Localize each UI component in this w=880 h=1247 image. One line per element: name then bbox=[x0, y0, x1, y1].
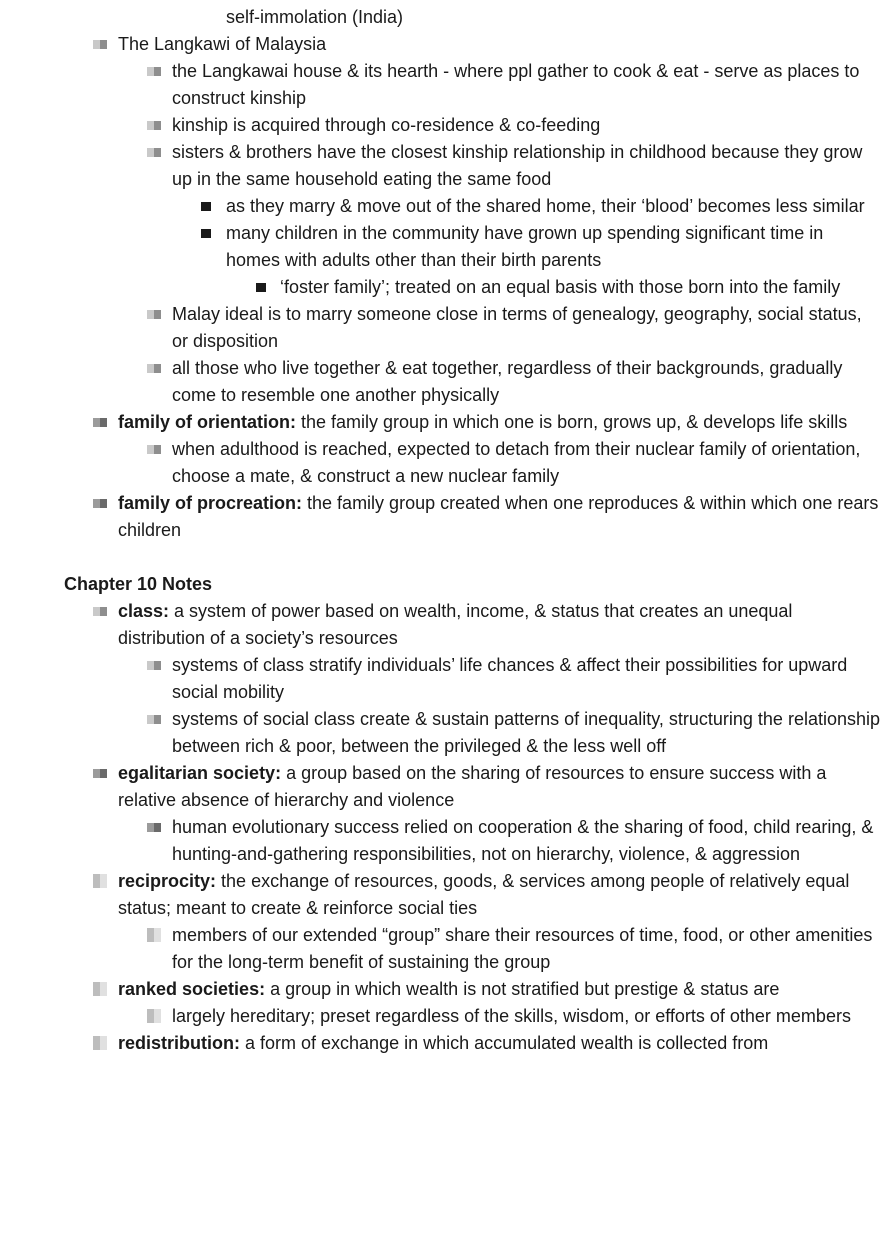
bullet-icon bbox=[93, 1036, 107, 1050]
outline-item bbox=[0, 58, 880, 112]
outline-item bbox=[0, 220, 880, 274]
outline-item bbox=[0, 814, 880, 868]
outline-item bbox=[0, 652, 880, 706]
bullet-icon bbox=[147, 1009, 161, 1023]
bullet-icon bbox=[147, 121, 161, 130]
outline-item bbox=[0, 922, 880, 976]
outline-text: systems of class stratify individuals’ life chances & affect their possibilities for upward social mobility bbox=[172, 655, 848, 702]
notes-document bbox=[0, 4, 880, 1057]
bullet-icon bbox=[256, 283, 266, 292]
outline-item bbox=[0, 31, 880, 58]
outline-item bbox=[0, 490, 880, 544]
section-heading: Chapter 10 Notes bbox=[64, 574, 213, 594]
bullet-icon bbox=[147, 715, 161, 724]
outline-text: all those who live together & eat together, regardless of their backgrounds, gradually come to resemble one another physically bbox=[172, 358, 843, 405]
outline-text: self-immolation (India) bbox=[226, 7, 404, 27]
outline-item bbox=[0, 301, 880, 355]
bullet-icon bbox=[201, 202, 211, 211]
outline-item bbox=[0, 868, 880, 922]
bullet-icon bbox=[147, 661, 161, 670]
bullet-icon bbox=[93, 769, 107, 778]
outline-text: when adulthood is reached, expected to detach from their nuclear family of orientation, choose a mate, & construct a new nuclear family bbox=[172, 439, 861, 486]
outline-text: family of orientation: the family group in which one is born, grows up, & develops life skills bbox=[118, 412, 848, 432]
term-label: egalitarian society: bbox=[118, 763, 282, 783]
outline-item bbox=[0, 598, 880, 652]
outline-item bbox=[0, 1003, 880, 1030]
bullet-icon bbox=[93, 982, 107, 996]
outline-text: family of procreation: the family group created when one reproduces & within which one rears children bbox=[118, 493, 879, 540]
outline-text: ranked societies: a group in which wealth is not stratified but prestige & status are bbox=[118, 979, 780, 999]
outline-item bbox=[0, 355, 880, 409]
outline-text: largely hereditary; preset regardless of the skills, wisdom, or efforts of other members bbox=[172, 1006, 851, 1026]
outline-text: redistribution: a form of exchange in which accumulated wealth is collected from bbox=[118, 1033, 769, 1053]
outline-text: kinship is acquired through co-residence & co-feeding bbox=[172, 115, 601, 135]
outline-item bbox=[0, 4, 880, 31]
outline-text: many children in the community have grown up spending significant time in homes with adults other than their birth parents bbox=[226, 223, 824, 270]
outline-item bbox=[0, 436, 880, 490]
term-label: ranked societies: bbox=[118, 979, 266, 999]
outline-item bbox=[0, 1030, 880, 1057]
outline-text: The Langkawi of Malaysia bbox=[118, 34, 327, 54]
term-label: reciprocity: bbox=[118, 871, 217, 891]
outline-text: as they marry & move out of the shared home, their ‘blood’ becomes less similar bbox=[226, 196, 865, 216]
outline-item bbox=[0, 409, 880, 436]
outline-text: reciprocity: the exchange of resources, goods, & services among people of relatively equal status; meant to create & reinforce social ties bbox=[118, 871, 850, 918]
outline-text: systems of social class create & sustain patterns of inequality, structuring the relationship between rich & poor, between the privileged & the less well off bbox=[172, 709, 880, 756]
outline-text: members of our extended “group” share their resources of time, food, or other amenities for the long-term benefit of sustaining the group bbox=[172, 925, 873, 972]
bullet-icon bbox=[147, 310, 161, 319]
outline-item bbox=[0, 112, 880, 139]
bullet-icon bbox=[93, 418, 107, 427]
bullet-icon bbox=[147, 823, 161, 832]
outline-text: ‘foster family’; treated on an equal basis with those born into the family bbox=[280, 277, 841, 297]
outline-item bbox=[0, 193, 880, 220]
bullet-icon bbox=[147, 928, 161, 942]
outline-item bbox=[0, 760, 880, 814]
outline-item bbox=[0, 274, 880, 301]
bullet-icon bbox=[201, 229, 211, 238]
outline-item bbox=[0, 139, 880, 193]
bullet-icon bbox=[147, 148, 161, 157]
term-label: family of orientation: bbox=[118, 412, 297, 432]
outline-text: class: a system of power based on wealth, income, & status that creates an unequal distribution of a society’s resources bbox=[118, 601, 793, 648]
bullet-icon bbox=[93, 607, 107, 616]
outline-item bbox=[0, 706, 880, 760]
outline-text: egalitarian society: a group based on the sharing of resources to ensure success with a relative absence of hierarchy and violence bbox=[118, 763, 827, 810]
term-label: redistribution: bbox=[118, 1033, 240, 1053]
term-label: family of procreation: bbox=[118, 493, 303, 513]
bullet-icon bbox=[93, 874, 107, 888]
bullet-icon bbox=[93, 499, 107, 508]
outline-text: the Langkawai house & its hearth - where ppl gather to cook & eat - serve as places to construct kinship bbox=[172, 61, 860, 108]
outline-text: human evolutionary success relied on cooperation & the sharing of food, child rearing, & hunting-and-gathering responsibilities, not on hierarchy, violence, & aggression bbox=[172, 817, 874, 864]
outline-item bbox=[0, 976, 880, 1003]
bullet-icon bbox=[93, 40, 107, 49]
outline-text: sisters & brothers have the closest kinship relationship in childhood because they grow up in the same household eating the same food bbox=[172, 142, 863, 189]
outline-text: Malay ideal is to marry someone close in terms of genealogy, geography, social status, or disposition bbox=[172, 304, 862, 351]
bullet-icon bbox=[147, 67, 161, 76]
bullet-icon bbox=[147, 364, 161, 373]
bullet-icon bbox=[147, 445, 161, 454]
term-label: class: bbox=[118, 601, 170, 621]
